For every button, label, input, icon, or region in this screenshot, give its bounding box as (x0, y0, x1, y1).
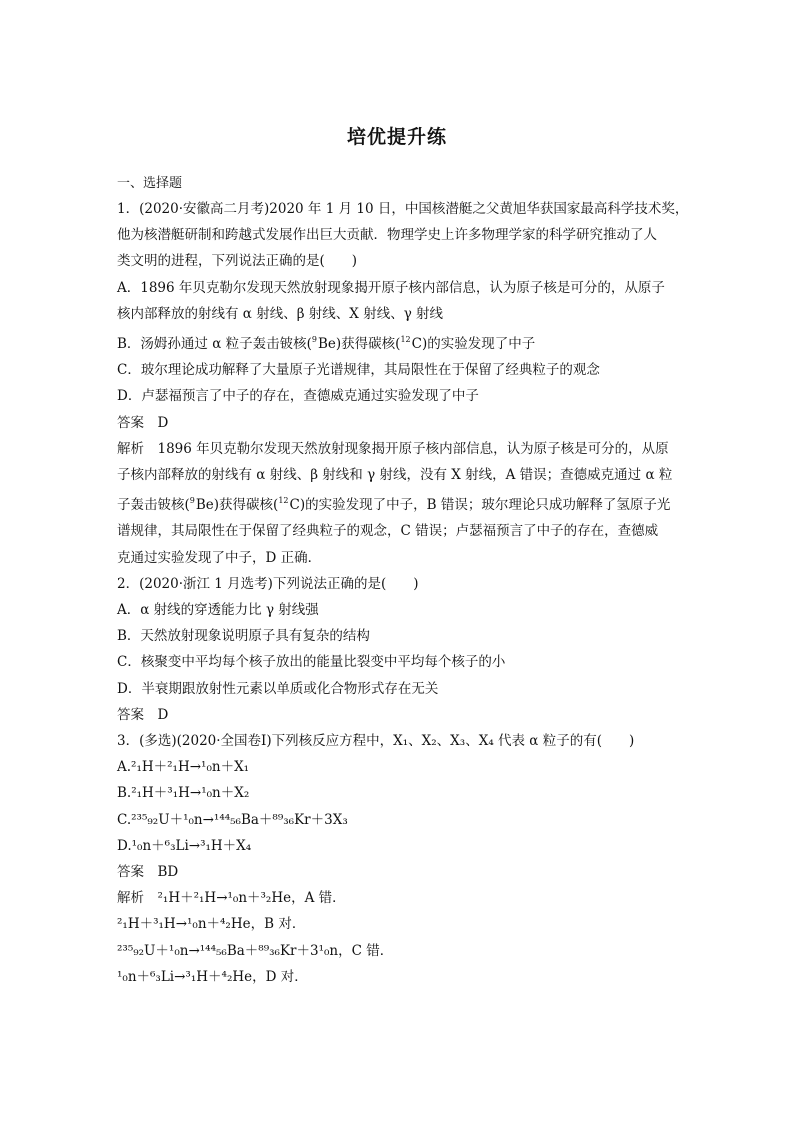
q2-option-a: A．α 射线的穿透能力比 γ 射线强 (117, 602, 319, 619)
q1-stem-line-2: 他为核潜艇研制和跨越式发展作出巨大贡献．物理学史上许多物理学家的科学研究推动了人 (117, 227, 657, 244)
q1-answer: 答案 D (117, 414, 169, 431)
q1-option-c: C．玻尔理论成功解释了大量原子光谱规律，其局限性在于保留了经典粒子的观念 (117, 362, 600, 379)
be-mass-number: 9 (311, 335, 317, 345)
q1-explanation-line-3 (117, 488, 682, 518)
q1-option-d: D．卢瑟福预言了中子的存在，查德威克通过实验发现了中子 (117, 388, 479, 405)
be-mass-number-2: 9 (189, 496, 195, 506)
q1-stem-line-1: 1．(2020·安徽高二月考)2020 年 1 月 10 日，中国核潜艇之父黄旭华获国家最高科学技术奖， (117, 201, 689, 217)
q1-option-a-line-2: 核内部释放的射线有 α 射线、β 射线、X 射线、γ 射线 (117, 305, 444, 322)
q1-option-b-text-1: B．汤姆孙通过 α 粒子轰击铍核( (117, 336, 312, 353)
q1-explanation-line-5: 克通过实验发现了中子，D 正确． (117, 549, 322, 566)
page-title: 培优提升练 (346, 126, 447, 148)
document-body (117, 196, 689, 990)
q1-option-b-text-3: C)的实验发现了中子 (411, 336, 536, 353)
q3-option-a: A.²₁H＋²₁H→¹₀n＋X₁ (117, 759, 250, 776)
c-mass-number-2: 12 (278, 496, 289, 506)
q1-option-b-text-2: Be)获得碳核( (317, 336, 401, 353)
q1-exp-l3-text-1: 子轰击铍核( (117, 497, 190, 514)
q3-option-d: D.¹₀n＋⁶₃Li→³₁H＋X₄ (117, 837, 252, 854)
q1-stem-line-3: 类文明的进程，下列说法正确的是( ) (117, 253, 358, 270)
q2-option-b: B．天然放射现象说明原子具有复杂的结构 (117, 628, 370, 645)
q2-option-d: D．半衰期跟放射性元素以单质或化合物形式存在无关 (117, 680, 439, 697)
q2-option-c: C．核聚变中平均每个核子放出的能量比裂变中平均每个核子的小 (117, 654, 506, 671)
q3-stem: 3．(多选)(2020·全国卷Ⅰ)下列核反应方程中，X₁、X₂、X₃、X₄ 代表 α 粒子的有( ) (117, 733, 635, 750)
q1-explanation-line-1: 解析 1896 年贝克勒尔发现天然放射现象揭开原子核内部信息，认为原子核是可分的，从原 (117, 440, 669, 457)
q3-option-b: B.²₁H＋³₁H→¹₀n＋X₂ (117, 785, 250, 802)
q3-explanation-line-4: ¹₀n＋⁶₃Li→³₁H＋⁴₂He，D 对． (117, 968, 308, 985)
c-mass-number: 12 (400, 335, 411, 345)
q3-explanation-line-1: 解析 ²₁H＋²₁H→¹₀n＋³₂He，A 错． (117, 890, 346, 907)
q1-option-a-line-1: A．1896 年贝克勒尔发现天然放射现象揭开原子核内部信息，认为原子核是可分的，从原子 (117, 279, 665, 296)
q1-exp-l3-text-3: C)的实验发现了中子，B 错误；玻尔理论只成功解释了氢原子光 (289, 497, 671, 514)
q3-answer: 答案 BD (117, 864, 179, 881)
section-heading: 一、选择题 (117, 176, 183, 191)
q3-explanation-line-2: ²₁H＋³₁H→¹₀n＋⁴₂He，B 对． (117, 916, 306, 933)
q1-explanation-line-2: 子核内部释放的射线有 α 射线、β 射线和 γ 射线，没有 X 射线，A 错误；查德威克通过 α 粒 (117, 467, 673, 484)
q1-exp-l3-text-2: Be)获得碳核( (195, 497, 279, 514)
q2-stem: 2．(2020·浙江 1 月选考)下列说法正确的是( ) (117, 575, 419, 592)
q1-option-b (117, 327, 682, 357)
q3-option-c: C.²³⁵₉₂U＋¹₀n→¹⁴⁴₅₆Ba＋⁸⁹₃₆Kr＋3X₃ (117, 811, 348, 828)
q2-answer: 答案 D (117, 706, 169, 723)
q1-explanation-line-4: 谱规律，其局限性在于保留了经典粒子的观念，C 错误；卢瑟福预言了中子的存在，查德威 (117, 523, 659, 540)
q3-explanation-line-3: ²³⁵₉₂U＋¹₀n→¹⁴⁴₅₆Ba＋⁸⁹₃₆Kr＋3¹₀n，C 错． (117, 942, 394, 959)
